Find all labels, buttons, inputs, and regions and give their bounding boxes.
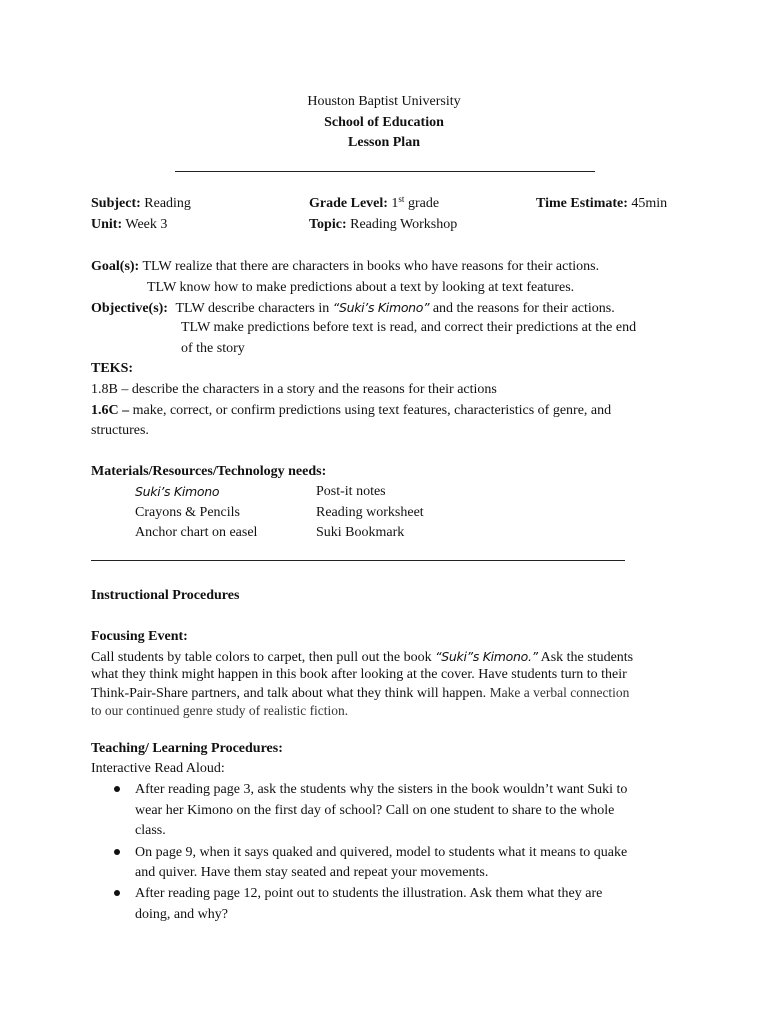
topic-value: Reading Workshop xyxy=(350,217,458,232)
bullet-dot xyxy=(114,890,120,896)
teks-item-1-code: 1.8B xyxy=(91,382,118,397)
topic-field xyxy=(309,215,457,235)
grade-level-field xyxy=(309,194,439,214)
unit-field xyxy=(91,215,167,235)
bullet-1-line-3: class. xyxy=(135,823,166,838)
objectives-text-2: TLW make predictions before text is read, and correct their predictions at the end xyxy=(181,320,637,335)
objectives-text-1-end: and the reasons for their actions. xyxy=(432,301,615,316)
objectives-text-1-start: TLW describe characters in xyxy=(175,301,330,316)
time-estimate-label: Time Estimate: xyxy=(536,196,628,211)
teks-item-2-code: 1.6C – xyxy=(91,403,130,418)
materials-item-post-it: Post-it notes xyxy=(316,484,386,499)
grade-level-ordinal: st xyxy=(398,194,405,204)
focusing-text-1-start: Call students by table colors to carpet, then pull out the book xyxy=(91,650,432,665)
instructional-procedures-heading: Instructional Procedures xyxy=(91,588,240,603)
focusing-event-heading: Focusing Event: xyxy=(91,629,188,644)
bullet-3-line-1: After reading page 12, point out to students the illustration. Ask them what they are xyxy=(135,886,603,901)
bullet-1-line-2: wear her Kimono on the first day of school? Call on one student to share to the whole xyxy=(135,803,615,818)
materials-item-bookmark: Suki Bookmark xyxy=(316,525,405,540)
focusing-event-line-2: what they think might happen in this book after looking at the cover. Have students turn to their xyxy=(91,667,627,682)
teks-label: TEKS: xyxy=(91,361,134,376)
subject-field xyxy=(91,194,191,214)
grade-level-suffix: grade xyxy=(407,196,440,211)
materials-label: Materials/Resources/Technology needs: xyxy=(91,464,327,479)
teks-item-1 xyxy=(91,380,497,400)
teks-item-2-continued: structures. xyxy=(91,423,149,438)
unit-value: Week 3 xyxy=(125,217,168,232)
bullet-1-line-1: After reading page 3, ask the students why the sisters in the book wouldn’t want Suki to xyxy=(135,782,628,797)
goals-text-2: TLW know how to make predictions about a text by looking at text features. xyxy=(147,280,575,295)
subject-label: Subject: xyxy=(91,196,141,211)
unit-label: Unit: xyxy=(91,217,123,232)
focusing-text-3-end: Make a verbal connection xyxy=(489,685,630,700)
focusing-book-title: “Suki”s Kimono.” xyxy=(435,649,538,664)
goals-text-1: TLW realize that there are characters in books who have reasons for their actions. xyxy=(142,259,600,274)
objectives-book-title: “Suki’s Kimono” xyxy=(332,300,430,315)
teks-item-1-text: – describe the characters in a story and the reasons for their actions xyxy=(121,382,497,397)
document-title: Lesson Plan xyxy=(348,135,420,150)
focusing-event-line-4: to our continued genre study of realistic fiction. xyxy=(91,703,349,718)
bullet-2-line-1: On page 9, when it says quaked and quivered, model to students what it means to quake xyxy=(135,845,628,860)
bullet-3-line-2: doing, and why? xyxy=(135,907,228,922)
topic-label: Topic: xyxy=(309,217,347,232)
university-name: Houston Baptist University xyxy=(307,94,461,109)
materials-item-anchor-chart: Anchor chart on easel xyxy=(135,525,258,540)
focusing-text-3-start: Think-Pair-Share partners, and talk about what they think will happen. xyxy=(91,686,487,701)
materials-item-crayons: Crayons & Pencils xyxy=(135,505,240,520)
materials-divider xyxy=(91,560,625,561)
time-estimate-value: 45min xyxy=(631,196,668,211)
bullet-dot xyxy=(114,786,120,792)
school-name: School of Education xyxy=(324,115,444,130)
goals-label: Goal(s): xyxy=(91,259,140,274)
interactive-read-aloud-label: Interactive Read Aloud: xyxy=(91,761,225,776)
objectives-line-1 xyxy=(91,298,615,319)
materials-item-worksheet: Reading worksheet xyxy=(316,505,424,520)
focusing-text-1-end: Ask the students xyxy=(540,650,634,665)
goals-line-1 xyxy=(91,257,599,277)
teks-item-2 xyxy=(91,401,611,421)
objectives-text-3: of the story xyxy=(181,341,245,356)
materials-item-book: Suki’s Kimono xyxy=(135,484,220,499)
teks-item-2-text: make, correct, or confirm predictions using text features, characteristics of genre, and xyxy=(132,403,612,418)
bullet-dot xyxy=(114,849,120,855)
objectives-label: Objective(s): xyxy=(91,301,168,316)
time-estimate-field xyxy=(536,194,667,214)
header-divider xyxy=(175,171,595,172)
grade-level-label: Grade Level: xyxy=(309,196,388,211)
bullet-2-line-2: and quiver. Have them stay seated and repeat your movements. xyxy=(135,865,489,880)
subject-value: Reading xyxy=(144,196,191,211)
grade-level-number: 1 xyxy=(391,196,399,211)
teaching-procedures-heading: Teaching/ Learning Procedures: xyxy=(91,741,283,756)
